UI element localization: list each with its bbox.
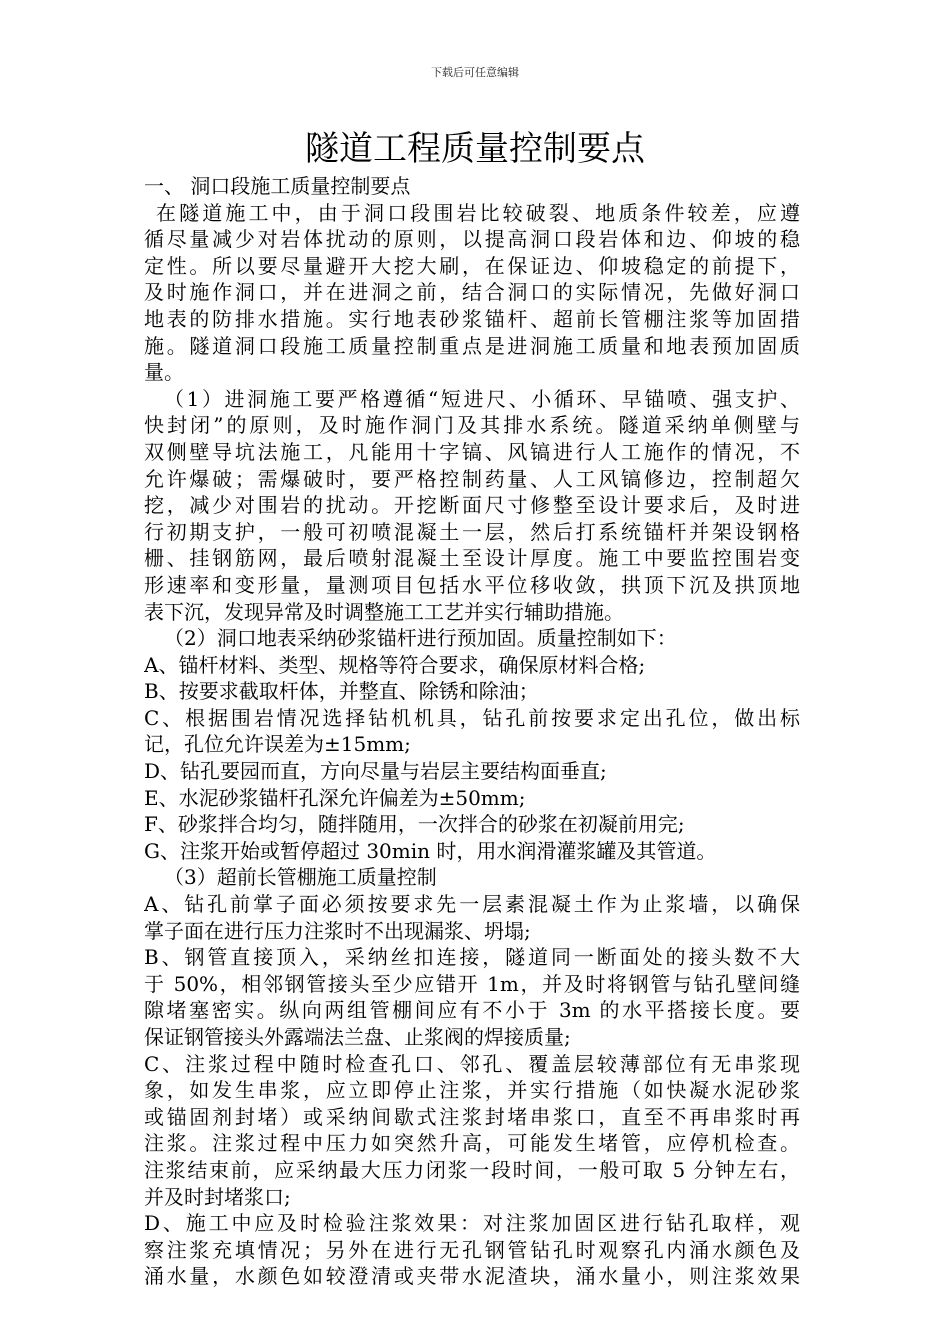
- header-note: 下载后可任意编辑: [431, 66, 519, 79]
- text-line: 表下沉，发现异常及时调整施工工艺并实行辅助措施。: [144, 599, 624, 624]
- text-line: 形速率和变形量，量测项目包括水平位移收敛，拱顶下沉及拱顶地: [144, 572, 800, 597]
- text-line: （2）洞口地表采纳砂浆锚杆进行预加固。质量控制如下：: [164, 626, 677, 651]
- text-line: 施。隧道洞口段施工质量控制重点是进洞施工质量和地表预加固质: [144, 333, 800, 358]
- text-line: （3）超前长管棚施工质量控制: [164, 865, 437, 890]
- text-line: 掌子面在进行压力注浆时不出现漏浆、坍塌;: [144, 918, 531, 943]
- text-line: 循尽量减少对岩体扰动的原则，以提高洞口段岩体和边、仰坡的稳: [144, 227, 800, 252]
- text-line: B、按要求截取杆体，并整直、除锈和除油；: [144, 679, 539, 704]
- text-line: A、钻孔前掌子面必须按要求先一层素混凝土作为止浆墙，以确保: [144, 892, 800, 917]
- text-line: 量。: [144, 360, 184, 385]
- text-line: C、根据围岩情况选择钻机机具，钻孔前按要求定出孔位，做出标: [144, 705, 800, 730]
- text-line: 注浆。注浆过程中压力如突然升高，可能发生堵管，应停机检查。: [144, 1131, 800, 1156]
- text-line: 定性。所以要尽量避开大挖大刷，在保证边、仰坡稳定的前提下，: [144, 253, 800, 278]
- text-line: 行初期支护，一般可初喷混凝土一层，然后打系统锚杆并架设钢格: [144, 519, 800, 544]
- text-line: G、注浆开始或暂停超过 30min 时，用水润滑灌浆罐及其管道。: [144, 838, 717, 863]
- text-line: 地表的防排水措施。实行地表砂浆锚杆、超前长管棚注浆等加固措: [144, 306, 800, 331]
- text-line: 保证钢管接头外露端法兰盘、止浆阀的焊接质量;: [144, 1025, 571, 1049]
- text-line: D、钻孔要园而直，方向尽量与岩层主要结构面垂直;: [144, 759, 607, 784]
- text-line: 并及时封堵浆口;: [144, 1184, 291, 1209]
- text-line: 注浆结束前，应采纳最大压力闭浆一段时间，一般可取 5 分钟左右，: [144, 1157, 800, 1182]
- page-title: 隧道工程质量控制要点: [305, 129, 645, 169]
- text-line: 记，孔位允许误差为±15mm;: [144, 732, 411, 757]
- text-line: 于 50%，相邻钢管接头至少应错开 1m，并及时将钢管与钻孔壁间缝: [144, 971, 800, 996]
- text-line: 在隧道施工中，由于洞口段围岩比较破裂、地质条件较差，应遵: [156, 200, 800, 225]
- text-line: B、钢管直接顶入，采纳丝扣连接，隧道同一断面处的接头数不大: [144, 945, 800, 970]
- document-body: [144, 173, 800, 1290]
- text-line: 或锚固剂封堵）或采纳间歇式注浆封堵串浆口，直至不再串浆时再: [144, 1104, 800, 1129]
- text-line: D、施工中应及时检验注浆效果：对注浆加固区进行钻孔取样，观: [144, 1211, 800, 1236]
- text-line: F、砂浆拌合均匀，随拌随用，一次拌合的砂浆在初凝前用完;: [144, 812, 685, 837]
- text-line: 挖，减少对围岩的扰动。开挖断面尺寸修整至设计要求后，及时进: [144, 493, 800, 518]
- text-line: E、水泥砂浆锚杆孔深允许偏差为±50mm;: [144, 785, 526, 810]
- text-line: A、锚杆材料、类型、规格等符合要求，确保原材料合格;: [144, 652, 646, 677]
- text-line: 象，如发生串浆，应立即停止注浆，并实行措施（如快凝水泥砂浆: [144, 1078, 800, 1103]
- text-line: 栅、挂钢筋网，最后喷射混凝土至设计厚度。施工中要监控围岩变: [144, 546, 800, 571]
- text-line: 察注浆充填情况；另外在进行无孔钢管钻孔时观察孔内涌水颜色及: [144, 1237, 800, 1262]
- text-line: 一、 洞口段施工质量控制要点: [144, 174, 411, 198]
- text-line: 双侧壁导坑法施工，凡能用十字镐、风镐进行人工施作的情况，不: [144, 439, 800, 464]
- text-line: C、注浆过程中随时检查孔口、邻孔、覆盖层较薄部位有无串浆现: [144, 1051, 800, 1076]
- text-line: 涌水量，水颜色如较澄清或夹带水泥渣块，涌水量小，则注浆效果: [144, 1264, 800, 1289]
- text-line: 隙堵塞密实。纵向两组管棚间应有不小于 3m 的水平搭接长度。要: [144, 998, 800, 1023]
- text-line: 快封闭”的原则，及时施作洞门及其排水系统。隧道采纳单侧壁与: [144, 413, 800, 438]
- text-line: 允许爆破；需爆破时，要严格控制药量、人工风镐修边，控制超欠: [144, 466, 800, 491]
- text-line: （1）进洞施工要严格遵循“短进尺、小循环、早锚喷、强支护、: [164, 386, 800, 411]
- text-line: 及时施作洞口，并在进洞之前，结合洞口的实际情况，先做好洞口: [144, 280, 800, 305]
